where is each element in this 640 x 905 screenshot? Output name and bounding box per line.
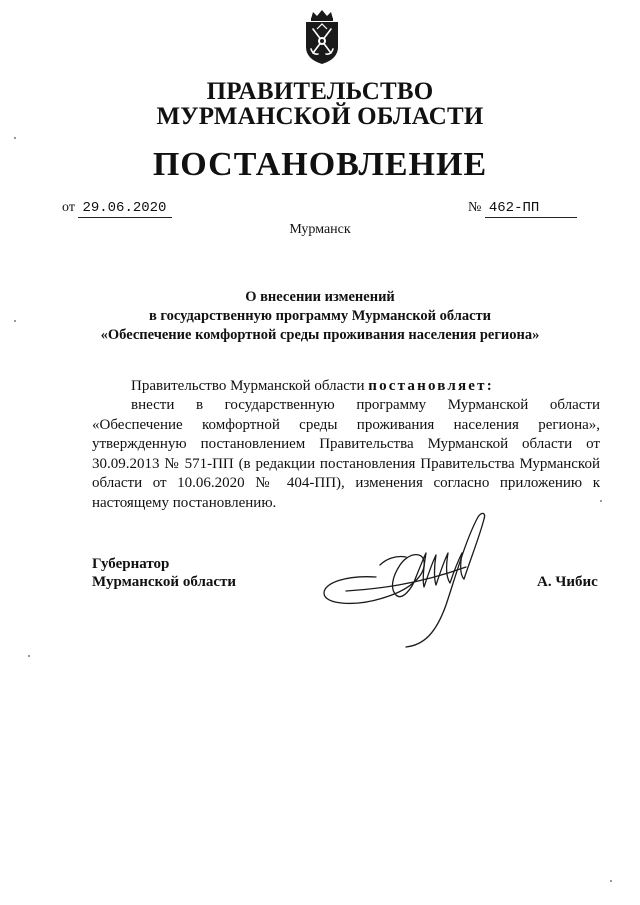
document-type-title: ПОСТАНОВЛЕНИЕ [152,146,488,183]
government-title-line1: ПРАВИТЕЛЬСТВО [206,78,434,105]
date-prefix: от [62,200,75,215]
resolution-body [92,396,600,513]
body-line: настоящему постановлению. [92,494,277,511]
scan-speck [14,137,16,139]
body-line: области от 10.06.2020 № 404-ПП), изменения согласно приложению к [92,475,600,491]
document-date [62,199,172,218]
number-prefix: № [468,200,482,215]
scan-speck [28,655,30,657]
subject-line2: в государственную программу Мурманской области [148,308,492,324]
number-value: 462-ПП [485,199,577,218]
subject-line3: «Обеспечение комфортной среды проживания населения региона» [100,327,540,343]
handwritten-signature [316,505,506,650]
subject-line1: О внесении изменений [245,289,395,305]
scan-speck [14,320,16,322]
signer-name: А. Чибис [537,574,598,590]
signer-title-line2: Мурманской области [92,574,237,590]
date-value: 29.06.2020 [78,199,172,218]
body-line: утвержденную постановлением Правительства Мурманской области от [92,436,600,452]
document-number [468,199,577,218]
resolution-intro [131,377,494,395]
scan-speck [610,880,612,882]
body-line: 30.09.2013 № 571-ПП (в редакции постановления Правительства Мурманской [92,455,600,472]
scan-speck [600,500,602,502]
signer-title-line1: Губернатор [92,556,170,572]
government-title-line2: МУРМАНСКОЙ ОБЛАСТИ [156,103,484,130]
body-line: «Обеспечение комфортной среды проживания населения региона», [92,416,600,433]
intro-text: Правительство Мурманской области [131,378,365,394]
city-name: Мурманск [289,222,351,237]
body-line: внести в государственную программу Мурманской области [131,397,600,413]
intro-verb: постановляет: [368,378,494,394]
coat-of-arms-icon [303,9,341,65]
